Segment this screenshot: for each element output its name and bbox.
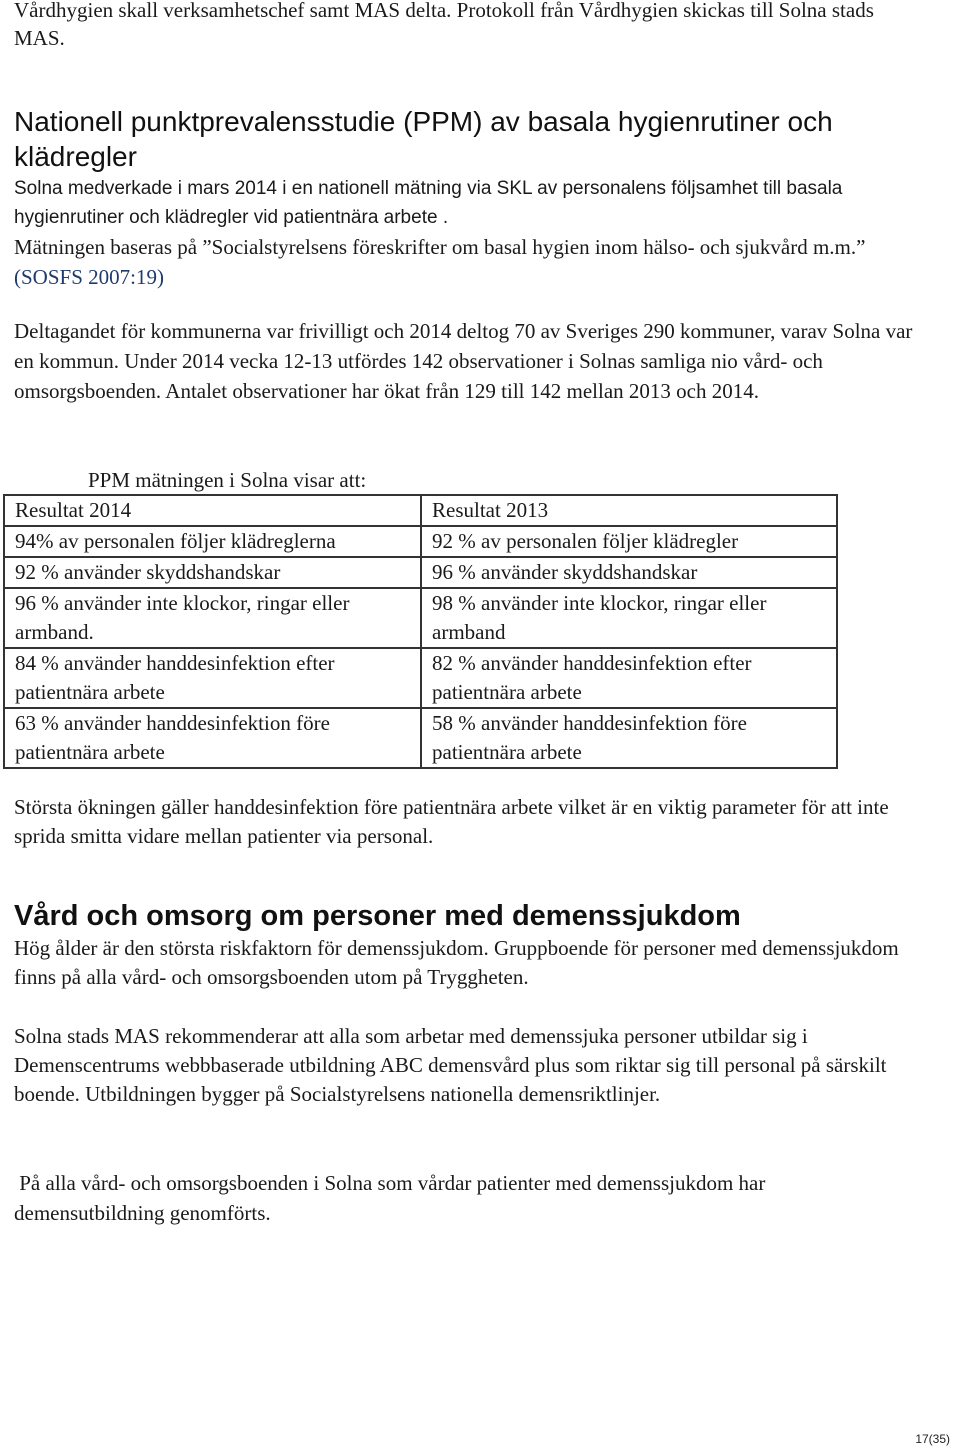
table-row — [4, 588, 837, 648]
dementia-paragraph-1: Hög ålder är den största riskfaktorn för demenssjukdom. Gruppboende för personer med demenssjukdom finns på alla vård- och omsorgsboenden utom på Tryggheten. — [14, 936, 899, 989]
cell-2013: 82 % använder handdesinfektion efter patientnära arbete — [421, 648, 837, 708]
section-heading-ppm: Nationell punktprevalensstudie (PPM) av basala hygienrutiner och klädregler — [14, 106, 833, 172]
table-row — [4, 708, 837, 768]
cell-2014: 92 % använder skyddshandskar — [4, 557, 421, 588]
table-row — [4, 648, 837, 708]
dementia-paragraph-2: Solna stads MAS rekommenderar att alla som arbetar med demenssjuka personer utbildar sig i Demenscentrums webbbaserade utbildning ABC demensvård plus som riktar sig till personal på särskilt boende. Utbildningen bygger på Socialstyrelsens nationella demensriktlinjer. — [14, 1024, 887, 1106]
cell-2013: 96 % använder skyddshandskar — [421, 557, 837, 588]
results-table — [3, 494, 838, 769]
page-number: 17(35) — [915, 1432, 950, 1446]
ppm-paragraph-1: Solna medverkade i mars 2014 i en nationell mätning via SKL av personalens följsamhet till basala hygienrutiner och klädregler vid patientnära arbete . — [14, 178, 843, 228]
header-2014: Resultat 2014 — [4, 495, 421, 526]
section-heading-dementia: Vård och omsorg om personer med demenssjukdom — [14, 900, 741, 932]
cell-2014: 96 % använder inte klockor, ringar eller armband. — [4, 588, 421, 648]
cell-2014: 63 % använder handdesinfektion före patientnära arbete — [4, 708, 421, 768]
table-row — [4, 526, 837, 557]
table-caption: PPM mätningen i Solna visar att: — [88, 468, 367, 492]
sosfs-reference: (SOSFS 2007:19) — [14, 265, 164, 289]
cell-2013: 98 % använder inte klockor, ringar eller armband — [421, 588, 837, 648]
intro-paragraph: Vårdhygien skall verksamhetschef samt MAS delta. Protokoll från Vårdhygien skickas till Solna stads MAS. — [14, 0, 874, 50]
ppm-paragraph-2 — [14, 232, 934, 292]
ppm-paragraph-3: Deltagandet för kommunerna var frivilligt och 2014 deltog 70 av Sveriges 290 kommuner, varav Solna var en kommun. Under 2014 vecka 12-13 utfördes 142 observationer i Solnas samliga nio vård- och omsorgsboenden. Antalet observationer har ökat från 129 till 142 mellan 2013 och 2014. — [14, 319, 913, 403]
cell-2013: 58 % använder handdesinfektion före patientnära arbete — [421, 708, 837, 768]
table-header-row — [4, 495, 837, 526]
header-2013: Resultat 2013 — [421, 495, 837, 526]
table-row — [4, 557, 837, 588]
cell-2014: 94% av personalen följer klädreglerna — [4, 526, 421, 557]
ppm-paragraph-2-text: Mätningen baseras på ”Socialstyrelsens föreskrifter om basal hygien inom hälso- och sjukvård m.m.” — [14, 235, 866, 259]
dementia-paragraph-3: På alla vård- och omsorgsboenden i Solna som vårdar patienter med demenssjukdom har demensutbildning genomförts. — [14, 1171, 771, 1225]
conclusion-paragraph: Största ökningen gäller handdesinfektion före patientnära arbete vilket är en viktig parameter för att inte sprida smitta vidare mellan patienter via personal. — [14, 795, 889, 848]
cell-2013: 92 % av personalen följer klädregler — [421, 526, 837, 557]
cell-2014: 84 % använder handdesinfektion efter patientnära arbete — [4, 648, 421, 708]
